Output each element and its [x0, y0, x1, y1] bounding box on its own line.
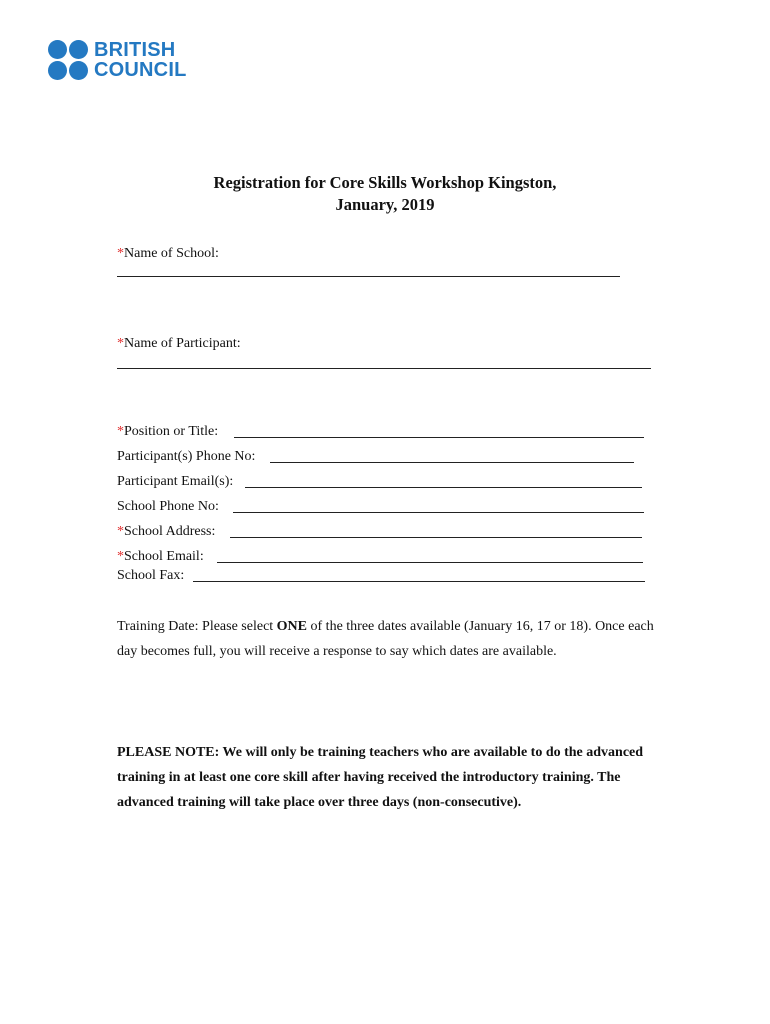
required-marker: * — [117, 524, 124, 539]
position-label — [117, 423, 218, 441]
participant-name-label — [117, 335, 241, 353]
training-date-paragraph — [117, 614, 657, 664]
british-council-logo — [48, 40, 198, 84]
please-note-paragraph: PLEASE NOTE: We will only be training teachers who are available to do the advanced training in at least one core skill after having received the introductory training. The advanced training will take place over three days (non-consecutive). — [117, 745, 644, 810]
participant-name-text: Name of Participant: — [124, 336, 241, 351]
logo-line-1: BRITISH — [94, 39, 176, 61]
position-text: Position or Title: — [124, 424, 219, 439]
school-name-field[interactable] — [117, 276, 620, 277]
training-text-1: Training Date: Please select — [117, 619, 277, 634]
participant-phone-field[interactable] — [270, 462, 634, 463]
school-fax-label: School Fax: — [117, 568, 185, 583]
required-marker: * — [117, 424, 124, 439]
required-marker: * — [117, 336, 124, 351]
position-field[interactable] — [234, 437, 644, 438]
participant-phone-label: Participant(s) Phone No: — [117, 449, 256, 464]
logo-wordmark — [94, 40, 187, 80]
participant-email-field[interactable] — [245, 487, 642, 488]
training-text-2: of the three dates available (January 16, 17 or 18). Once each day becomes full, you will receive a response to say which dates are available. — [117, 619, 654, 659]
school-phone-field[interactable] — [233, 512, 644, 513]
form-title-line-2: January, 2019 — [335, 195, 435, 214]
school-address-label — [117, 523, 215, 541]
school-email-field[interactable] — [217, 562, 643, 563]
form-title-line-1: Registration for Core Skills Workshop Kingston, — [213, 173, 557, 192]
logo-dots-icon — [48, 40, 92, 80]
school-address-text: School Address: — [124, 524, 216, 539]
school-email-text: School Email: — [124, 549, 204, 564]
logo-line-2: COUNCIL — [94, 59, 187, 81]
school-email-label — [117, 548, 204, 566]
school-address-field[interactable] — [230, 537, 642, 538]
required-marker: * — [117, 549, 124, 564]
school-name-label — [117, 245, 219, 263]
training-emphasis: ONE — [276, 619, 308, 634]
required-marker: * — [117, 246, 124, 261]
school-fax-field[interactable] — [193, 581, 645, 582]
participant-email-label: Participant Email(s): — [117, 474, 234, 489]
participant-name-field[interactable] — [117, 368, 651, 369]
school-name-text: Name of School: — [124, 246, 219, 261]
school-phone-label: School Phone No: — [117, 499, 219, 514]
